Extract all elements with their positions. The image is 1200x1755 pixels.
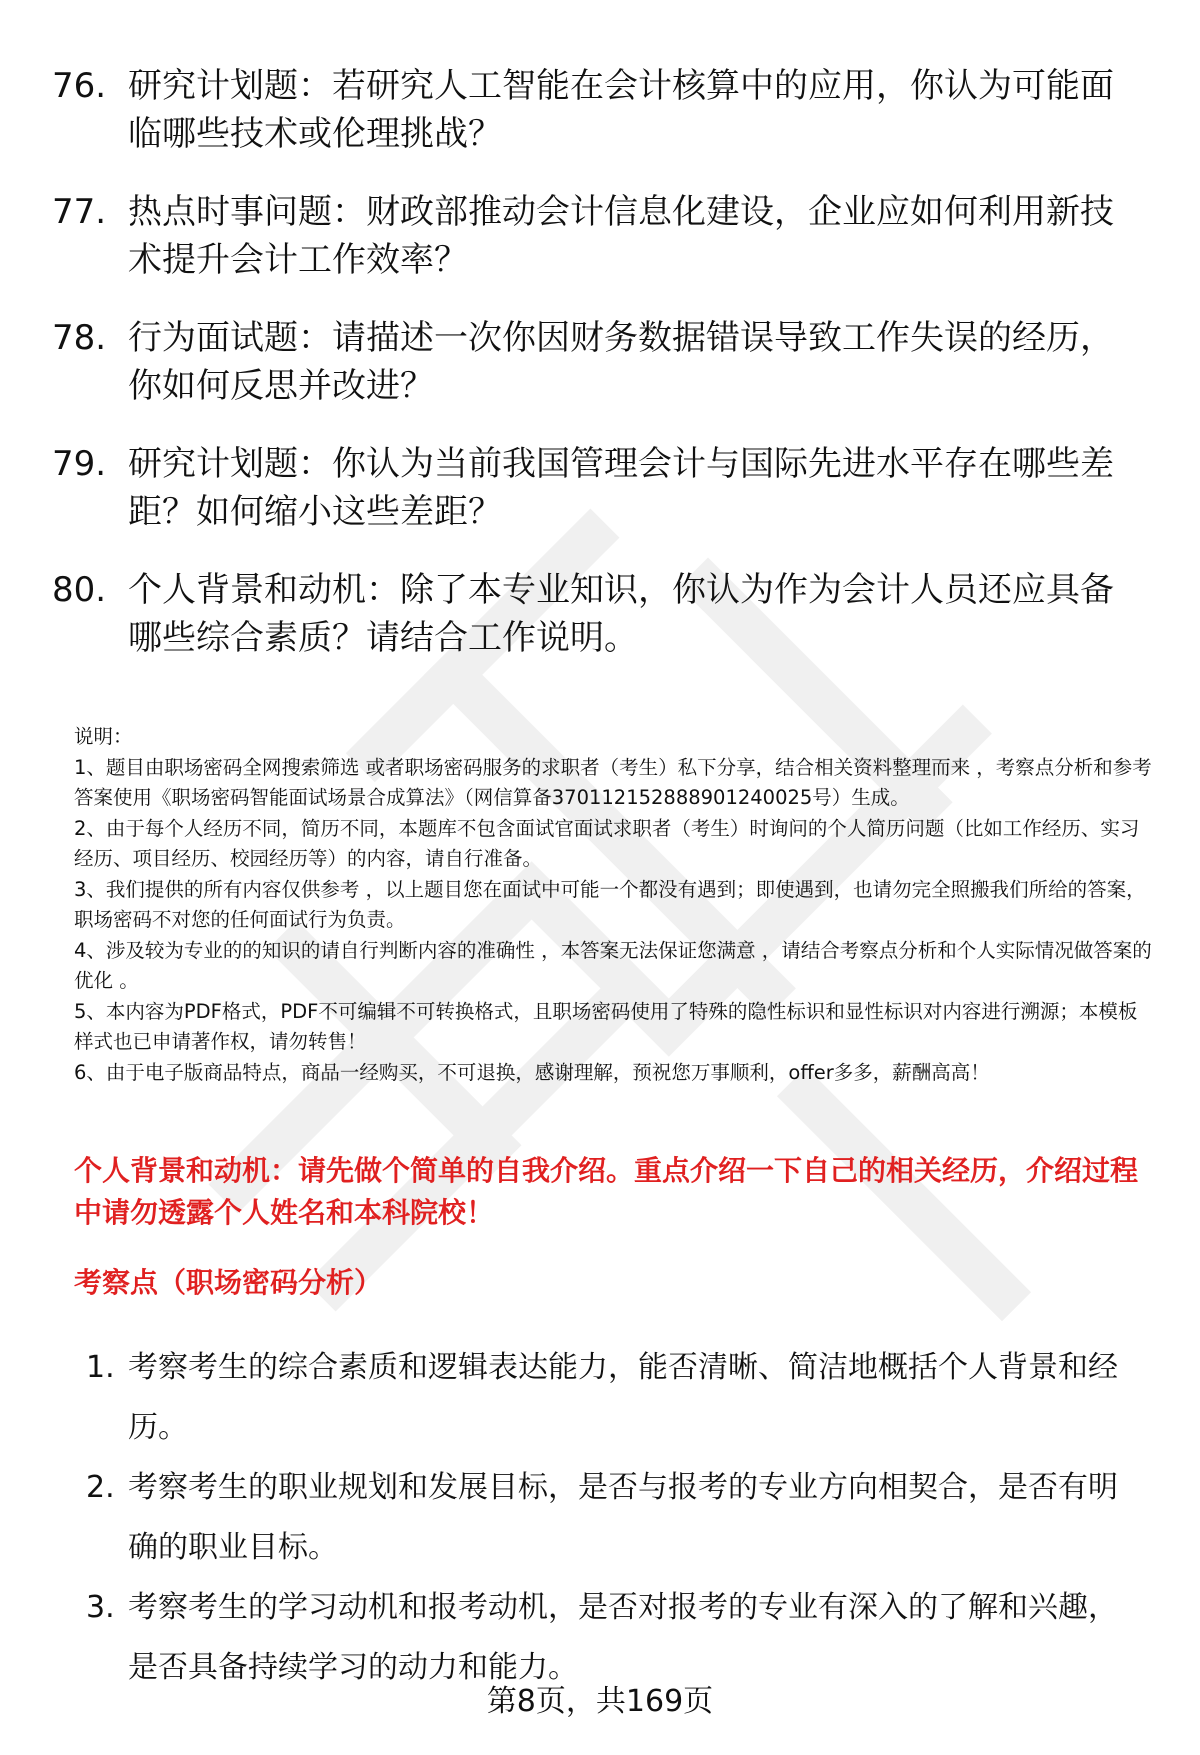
analysis-number: 2. [86,1470,115,1505]
question-item [52,314,1142,410]
note-item: 6、由于电子版商品特点，商品一经购买，不可退换，感谢理解，预祝您万事顺利，offer多多，薪酬高高！ [74,1060,990,1084]
question-number: 79. [52,444,107,484]
question-text: 个人背景和动机：除了本专业知识，你认为作为会计人员还应具备哪些综合素质？请结合工作说明。 [128,570,1114,658]
question-number: 78. [52,318,107,358]
question-text: 行为面试题：请描述一次你因财务数据错误导致工作失误的经历，你如何反思并改进？ [128,318,1114,406]
analysis-list [86,1338,1146,1698]
page-number: 第8页，共169页 [486,1684,714,1719]
analysis-number: 3. [86,1590,115,1625]
analysis-text: 考察考生的学习动机和报考动机，是否对报考的专业有深入的了解和兴趣，是否具备持续学习的动力和能力。 [128,1590,1118,1685]
analysis-item [86,1578,1146,1698]
note-item: 3、我们提供的所有内容仅供参考 ，以上题目您在面试中可能一个都没有遇到；即使遇到，也请勿完全照搬我们所给的答案，职场密码不对您的任何面试行为负责。 [74,877,1146,931]
note-item: 4、涉及较为专业的的知识的请自行判断内容的准确性 ，本答案无法保证您满意 ，请结合考察点分析和个人实际情况做答案的优化 。 [74,938,1152,992]
notes-section [74,722,1154,1088]
question-item [52,440,1142,536]
question-text: 研究计划题：你认为当前我国管理会计与国际先进水平存在哪些差距？如何缩小这些差距？ [128,444,1114,532]
question-number: 76. [52,66,107,106]
note-item: 1、题目由职场密码全网搜索筛选 或者职场密码服务的求职者（考生）私下分享，结合相关资料整理而来 ，考察点分析和参考答案使用《职场密码智能面试场景合成算法》（网信算备370112152888901240025号）生成。 [74,755,1152,809]
question-list [52,62,1142,692]
question-item [52,62,1142,158]
question-item [52,188,1142,284]
question-item [52,566,1142,662]
analysis-number: 1. [86,1350,115,1385]
question-text: 研究计划题：若研究人工智能在会计核算中的应用，你认为可能面临哪些技术或伦理挑战？ [128,66,1114,154]
analysis-item [86,1458,1146,1578]
notes-heading: 说明： [74,725,133,748]
analysis-title: 考察点（职场密码分析） [74,1266,383,1299]
note-item: 5、本内容为PDF格式，PDF不可编辑不可转换格式，且职场密码使用了特殊的隐性标识和显性标识对内容进行溯源；本模板样式也已申请著作权，请勿转售！ [74,999,1138,1053]
note-item: 2、由于每个人经历不同，简历不同，本题库不包含面试官面试求职者（考生）时询问的个人简历问题（比如工作经历、实习经历、项目经历、校园经历等）的内容，请自行准备。 [74,816,1140,870]
question-number: 77. [52,192,107,232]
highlight-question-title: 个人背景和动机：请先做个简单的自我介绍。重点介绍一下自己的相关经历，介绍过程中请勿透露个人姓名和本科院校！ [74,1154,1139,1229]
analysis-text: 考察考生的综合素质和逻辑表达能力，能否清晰、简洁地概括个人背景和经历。 [128,1350,1118,1445]
analysis-item [86,1338,1146,1458]
question-number: 80. [52,570,107,610]
analysis-text: 考察考生的职业规划和发展目标，是否与报考的专业方向相契合，是否有明确的职业目标。 [128,1470,1118,1565]
question-text: 热点时事问题：财政部推动会计信息化建设，企业应如何利用新技术提升会计工作效率？ [128,192,1114,280]
